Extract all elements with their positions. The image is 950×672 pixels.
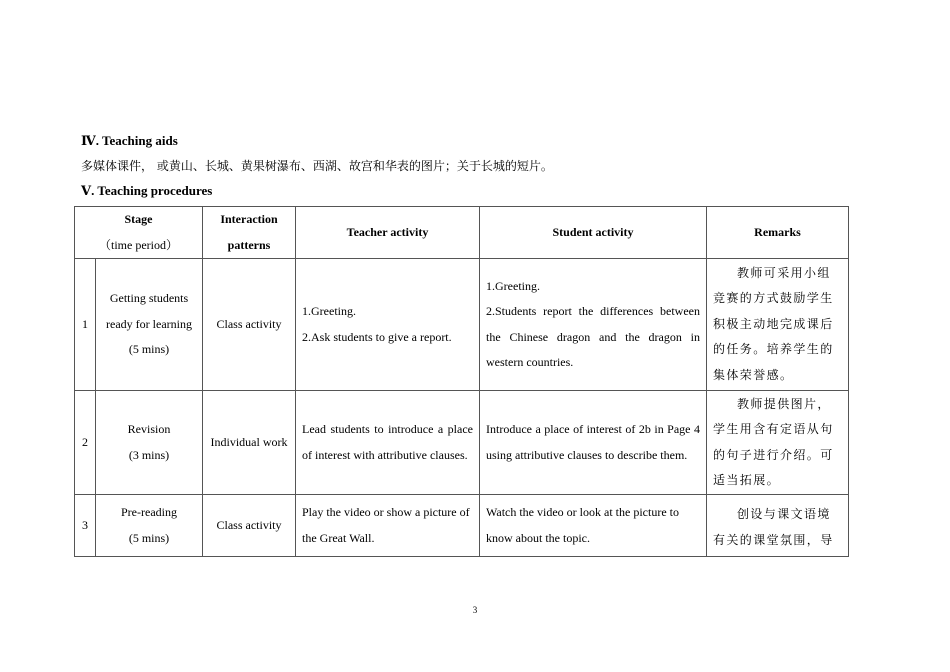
header-stage-sub: （time period） bbox=[99, 237, 178, 252]
header-interaction-label: Interaction bbox=[220, 212, 278, 226]
header-remarks: Remarks bbox=[707, 207, 849, 259]
teacher-activity-cell bbox=[296, 259, 480, 391]
teacher-activity-line: 2.Ask students to give a report. bbox=[302, 329, 452, 344]
teacher-activity-line: 1.Greeting. bbox=[302, 304, 356, 318]
page-number: 3 bbox=[472, 605, 478, 615]
row-number: 3 bbox=[75, 495, 96, 557]
student-activity-cell bbox=[480, 259, 707, 391]
teacher-activity-cell: Lead students to introduce a place of interest with attributive clauses. bbox=[296, 391, 480, 495]
stage-name: Revision bbox=[127, 422, 171, 436]
remarks-cell: 创设与课文语境有关的课堂氛围，导 bbox=[707, 495, 849, 557]
table-row bbox=[75, 259, 849, 391]
table-header-row bbox=[75, 207, 849, 259]
header-teacher: Teacher activity bbox=[296, 207, 480, 259]
stage-time: (5 mins) bbox=[128, 530, 170, 545]
header-interaction bbox=[203, 207, 296, 259]
interaction-cell: Individual work bbox=[203, 391, 296, 495]
teacher-activity-cell: Play the video or show a picture of the Great Wall. bbox=[296, 495, 480, 557]
section-iv-heading: Ⅳ. Teaching aids bbox=[81, 133, 178, 148]
student-activity-cell: Watch the video or look at the picture to know about the topic. bbox=[480, 495, 707, 557]
teaching-procedures-table bbox=[74, 206, 849, 557]
table-row bbox=[75, 391, 849, 495]
stage-time: (5 mins) bbox=[128, 342, 170, 357]
stage-cell bbox=[96, 391, 203, 495]
interaction-cell: Class activity bbox=[203, 495, 296, 557]
stage-cell bbox=[96, 259, 203, 391]
header-stage bbox=[75, 207, 203, 259]
row-number: 2 bbox=[75, 391, 96, 495]
row-number: 1 bbox=[75, 259, 96, 391]
section-v-heading: Ⅴ. Teaching procedures bbox=[81, 183, 213, 198]
student-activity-line: 1.Greeting. bbox=[486, 278, 540, 293]
student-activity-cell: Introduce a place of interest of 2b in Page 4 using attributive clauses to describe them. bbox=[480, 391, 707, 495]
stage-cell bbox=[96, 495, 203, 557]
stage-name: Getting students ready for learning bbox=[106, 291, 192, 331]
stage-time: (3 mins) bbox=[128, 447, 170, 462]
remarks-cell: 教师提供图片，学生用含有定语从句的句子进行介绍。可适当拓展。 bbox=[707, 391, 849, 495]
stage-name: Pre-reading bbox=[121, 505, 177, 519]
remarks-cell: 教师可采用小组竞赛的方式鼓励学生积极主动地完成课后的任务。培养学生的集体荣誉感。 bbox=[707, 259, 849, 391]
table-row bbox=[75, 495, 849, 557]
header-stage-label: Stage bbox=[124, 212, 153, 226]
interaction-cell: Class activity bbox=[203, 259, 296, 391]
teaching-aids-content: 多媒体课件， 或黄山、长城、黄果树瀑布、西湖、故宫和华表的图片；关于长城的短片。 bbox=[81, 159, 553, 173]
header-student: Student activity bbox=[480, 207, 707, 259]
student-activity-line: 2.Students report the differences between the Chinese dragon and the dragon in western countries. bbox=[486, 304, 700, 369]
header-interaction-sub: patterns bbox=[227, 237, 271, 252]
